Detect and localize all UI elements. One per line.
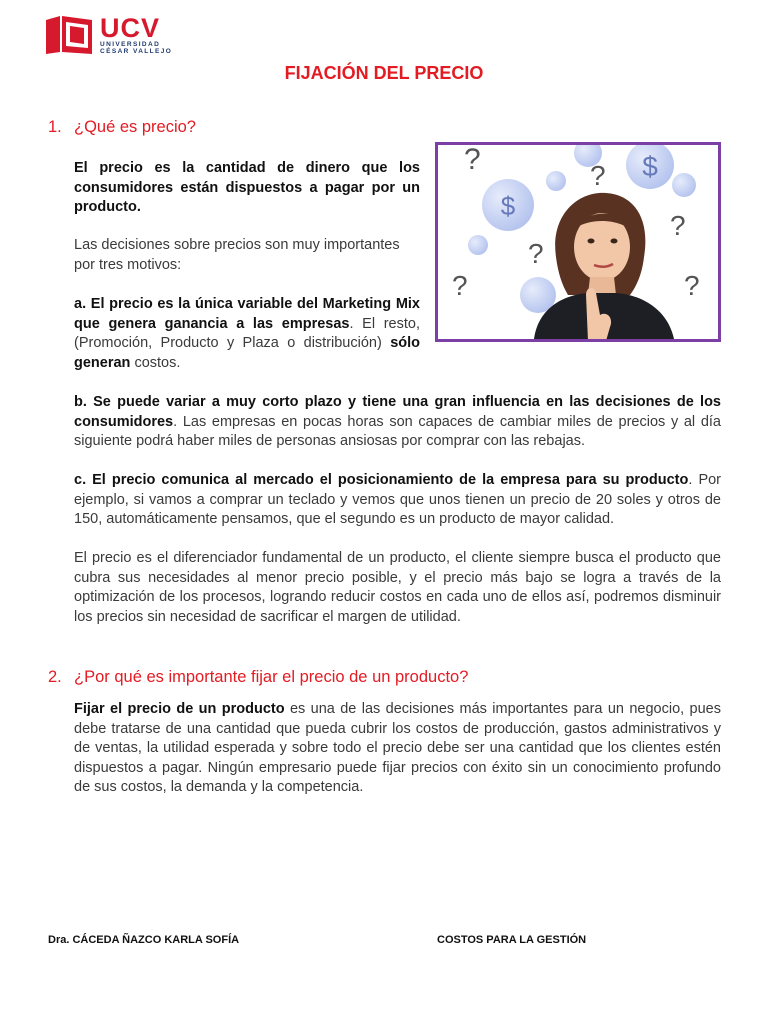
bubble-icon <box>468 235 488 255</box>
section1-heading-text: ¿Qué es precio? <box>74 118 196 136</box>
thinking-woman-photo <box>435 142 721 342</box>
ucv-logo <box>44 14 172 56</box>
reason-c-bold: c. El precio comunica al mercado el posicionamiento de la empresa para su producto <box>74 472 689 488</box>
question-mark-icon: ? <box>452 270 468 301</box>
reason-c <box>74 471 721 530</box>
reasons-intro: Las decisiones sobre precios son muy importantes por tres motivos: <box>74 237 400 273</box>
question-mark-icon: ? <box>684 270 700 301</box>
pricing-importance-text: es una de las decisiones más importantes para un negocio, pues debe tratarse de una cantidad que pueda cubrir los costos de producción, gastos administrativos y de ventas, la utilidad esperada y sobre todo el precio debe ser una cantidad que los clientes estén dispuestos a pagar. Ningún empresario puede fijar precios con éxito sin un conocimiento profundo de sus costos, la demanda y la competencia. <box>74 701 721 795</box>
ucv-emblem-icon <box>44 14 94 56</box>
dollar-icon: $ <box>642 151 658 182</box>
logo-subtitle-line1: UNIVERSIDAD <box>100 41 161 48</box>
dollar-icon: $ <box>500 191 516 221</box>
pricing-importance-paragraph <box>74 700 721 798</box>
pricing-importance-bold: Fijar el precio de un producto <box>74 701 285 717</box>
document-title: FIJACIÓN DEL PRECIO <box>284 63 484 83</box>
reason-a-text2: costos. <box>130 354 181 371</box>
section2-number: 2. <box>48 668 62 686</box>
reason-a-bold2: sólo generan <box>74 335 420 371</box>
price-definition-text: El precio es la cantidad de dinero que los consumidores están dispuestos a pagar por un producto. <box>74 160 420 215</box>
logo-subtitle-line2: CÉSAR VALLEJO <box>100 48 173 55</box>
reason-a-text1: . El resto, (Promoción, Producto y Plaza o distribución) <box>74 315 420 351</box>
logo-name: UCV <box>100 13 161 43</box>
bubble-icon <box>672 173 696 197</box>
reason-a-bold: a. El precio es la única variable del Marketing Mix que genera ganancia a las empresas <box>74 296 420 332</box>
question-mark-icon: ? <box>670 210 686 241</box>
section2-heading-text: ¿Por qué es importante fijar el precio de un producto? <box>74 668 469 686</box>
footer-author: Dra. CÁCEDA ÑAZCO KARLA SOFÍA <box>48 934 240 946</box>
section1-heading <box>48 118 196 137</box>
reason-b <box>74 393 721 452</box>
question-mark-icon: ? <box>528 238 544 269</box>
reason-a <box>74 295 420 373</box>
bubble-icon <box>546 171 566 191</box>
section2-heading <box>48 668 468 687</box>
question-mark-icon: ? <box>464 145 481 176</box>
price-differentiator-paragraph: El precio es el diferenciador fundamental de un producto, el cliente siempre busca el producto que cubra sus necesidades al menor precio posible, y el precio más bajo se logra a través de la optimización de los procesos, logrando reducir costos en cada uno de ellos así, podremos disminuir los precios sin necesidad de sacrificar el margen de utilidad. <box>74 550 721 625</box>
question-mark-icon: ? <box>590 160 606 191</box>
reason-b-bold: b. Se puede variar a muy corto plazo y tiene una gran influencia en las decisiones de los consumidores <box>74 394 721 430</box>
footer-course: COSTOS PARA LA GESTIÓN <box>437 934 587 946</box>
thinking-woman-illustration <box>438 145 718 339</box>
section1-number: 1. <box>48 118 62 136</box>
price-definition <box>74 159 420 218</box>
reason-b-text: . Las empresas en pocas horas son capaces de cambiar miles de precios y al día siguiente podrá haber miles de personas ansiosas por comprar con las rebajas. <box>74 413 721 449</box>
reason-c-text: . Por ejemplo, si vamos a comprar un teclado y vemos que unos tienen un precio de 20 soles y otros de 150, automáticamente pensamos, que el segundo es un producto de mayor calidad. <box>74 472 722 527</box>
